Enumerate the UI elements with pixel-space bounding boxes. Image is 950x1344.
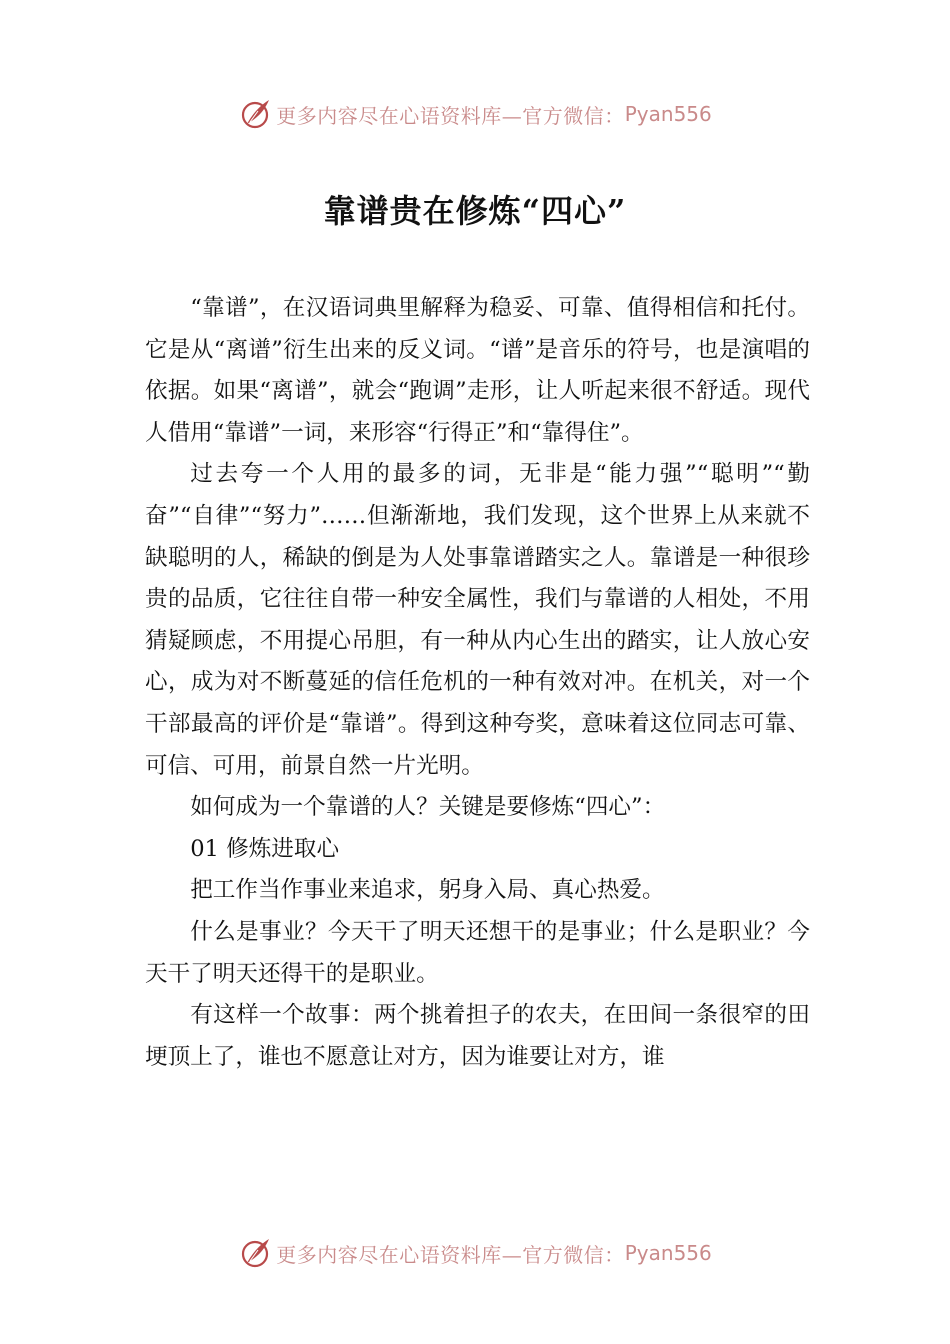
banner-text: 更多内容尽在心语资料库—官方微信： <box>276 1242 625 1267</box>
paragraph: 把工作当作事业来追求，躬身入局、真心热爱。 <box>190 877 665 904</box>
banner-wechat-id: Pyan556 <box>624 1241 712 1265</box>
header-banner <box>0 94 950 134</box>
banner-text: 更多内容尽在心语资料库—官方微信： <box>276 103 625 128</box>
paragraph: “靠谱”，在汉语词典里解释为稳妥、可靠、值得相信和托付。它是从“离谱”衍生出来的反义词。“谱”是音乐的符号，也是演唱的依据。如果“离谱”，就会“跑调”走形，让人听起来很不舒适。现代人借用“靠谱”一词，来形容“行得正”和“靠得住”。 <box>145 295 810 446</box>
banner-wechat-id: Pyan556 <box>624 102 712 126</box>
paragraph: 有这样一个故事：两个挑着担子的农夫，在田间一条很窄的田埂顶上了，谁也不愿意让对方，因为谁要让对方，谁 <box>145 1002 810 1070</box>
page-title: 靠谱贵在修炼“四心” <box>323 192 627 230</box>
article-body <box>145 288 810 1078</box>
paragraph: 过去夸一个人用的最多的词，无非是“能力强”“聪明”“勤奋”“自律”“努力”……但渐渐地，我们发现，这个世界上从来就不缺聪明的人，稀缺的倒是为人处事靠谱踏实之人。靠谱是一种很珍贵的品质，它往往自带一种安全属性，我们与靠谱的人相处，不用猜疑顾虑，不用提心吊胆，有一种从内心生出的踏实，让人放心安心，成为对不断蔓延的信任危机的一种有效对冲。在机关，对一个干部最高的评价是“靠谱”。得到这种夸奖，意味着这位同志可靠、可信、可用，前景自然一片光明。 <box>145 461 810 779</box>
section-heading: 01 修炼进取心 <box>190 835 340 862</box>
feather-pen-logo-icon <box>238 97 272 131</box>
paragraph: 什么是事业？今天干了明天还想干的是事业；什么是职业？今天干了明天还得干的是职业。 <box>145 918 810 987</box>
footer-banner <box>0 1233 950 1273</box>
feather-pen-logo-icon <box>238 1236 272 1270</box>
paragraph: 如何成为一个靠谱的人？关键是要修炼“四心”： <box>190 794 666 821</box>
